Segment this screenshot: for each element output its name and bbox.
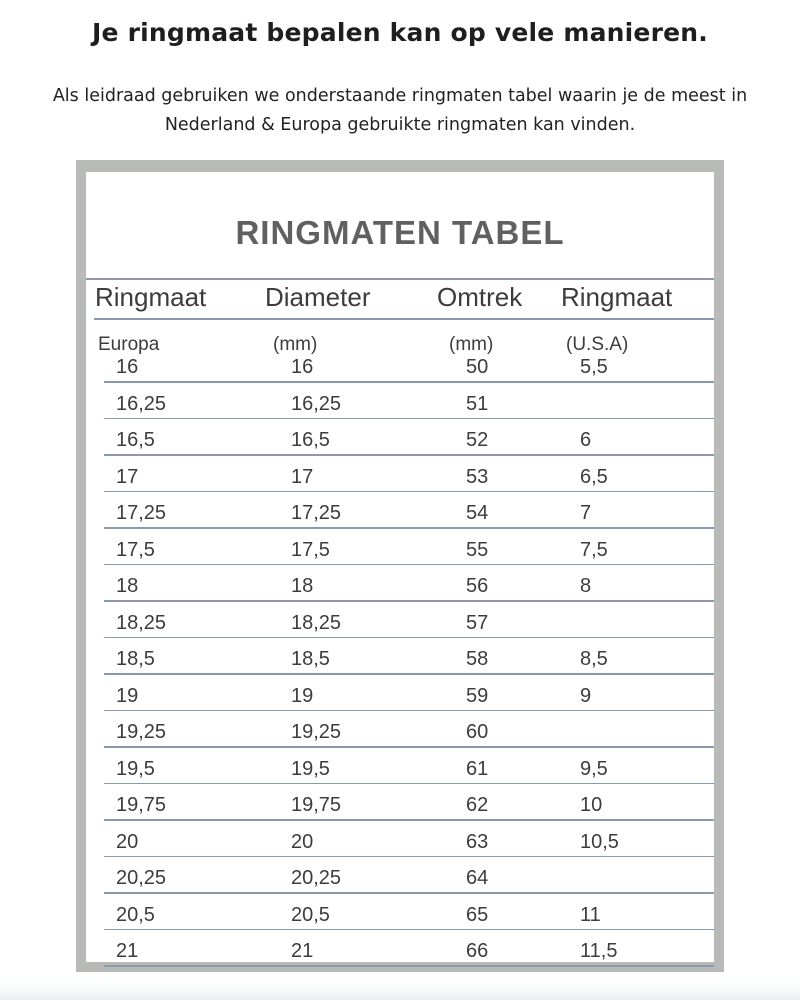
row-divider (104, 673, 714, 675)
cell-eu-size: 18,25 (116, 611, 167, 634)
cell-us-size: 11 (580, 903, 601, 926)
header-ringmaat-us: Ringmaat (561, 282, 673, 312)
cell-circumference: 63 (466, 830, 489, 853)
row-divider (104, 637, 714, 639)
cell-us-size: 8 (580, 575, 592, 597)
cell-circumference: 52 (466, 429, 489, 451)
cell-diameter: 17,25 (291, 502, 342, 524)
title-divider (86, 278, 714, 280)
cell-circumference: 65 (466, 903, 489, 926)
cell-us-size: 9,5 (580, 757, 608, 780)
row-divider (104, 746, 714, 748)
subheader-europa: Europa (98, 334, 160, 355)
cell-us-size: 7,5 (580, 538, 608, 561)
cell-eu-size: 16,5 (116, 429, 155, 451)
cell-diameter: 16,5 (291, 429, 330, 451)
cell-circumference: 66 (466, 940, 489, 962)
cell-circumference: 50 (466, 356, 489, 378)
intro-line-1: Als leidraad gebruiken we onderstaande ringmaten tabel waarin je de meest in (52, 86, 748, 106)
cell-circumference: 61 (466, 757, 489, 780)
cell-us-size: 5,5 (580, 356, 608, 378)
cell-us-size: 10,5 (580, 830, 619, 853)
cell-eu-size: 16 (116, 356, 139, 378)
cell-us-size: 8,5 (580, 648, 608, 670)
cell-diameter: 19,75 (291, 794, 342, 816)
cell-diameter: 20 (291, 830, 314, 853)
cell-diameter: 20,5 (291, 903, 330, 926)
cell-diameter: 18 (291, 575, 314, 597)
subheader-diameter-unit: (mm) (273, 334, 318, 355)
cell-eu-size: 18 (116, 575, 139, 597)
subheader-omtrek-unit: (mm) (449, 334, 494, 355)
cell-diameter: 21 (291, 940, 314, 962)
cell-diameter: 17 (291, 465, 314, 488)
intro-text (0, 82, 800, 140)
cell-circumference: 57 (466, 611, 489, 634)
page-heading: Je ringmaat bepalen kan op vele manieren. (92, 18, 708, 47)
cell-eu-size: 17 (116, 465, 139, 488)
cell-circumference: 64 (466, 867, 489, 889)
cell-eu-size: 17,5 (116, 538, 155, 561)
cell-eu-size: 20 (116, 830, 139, 853)
cell-us-size: 6 (580, 429, 592, 451)
row-divider (104, 418, 714, 420)
cell-diameter: 19,5 (291, 757, 330, 780)
cell-diameter: 18,5 (291, 648, 330, 670)
cell-circumference: 55 (466, 538, 489, 561)
cell-eu-size: 19 (116, 684, 139, 707)
cell-diameter: 17,5 (291, 538, 330, 561)
cell-diameter: 20,25 (291, 867, 342, 889)
cell-us-size: 11,5 (580, 940, 618, 962)
row-divider (104, 819, 714, 821)
cell-circumference: 59 (466, 684, 489, 707)
row-divider (104, 929, 714, 931)
ring-size-table-frame (76, 160, 724, 972)
row-divider (104, 965, 714, 967)
cell-diameter: 19 (291, 684, 314, 707)
cell-us-size: 10 (580, 794, 603, 816)
row-divider (104, 600, 714, 602)
subheader-usa: (U.S.A) (566, 334, 629, 355)
header-omtrek: Omtrek (437, 282, 523, 312)
cell-eu-size: 17,25 (116, 502, 167, 524)
header-divider (94, 318, 714, 320)
cell-circumference: 51 (466, 392, 489, 415)
cell-eu-size: 18,5 (116, 648, 155, 670)
cell-circumference: 60 (466, 721, 489, 743)
cell-circumference: 53 (466, 465, 489, 488)
cell-us-size: 6,5 (580, 465, 608, 488)
cell-eu-size: 19,5 (116, 757, 155, 780)
cell-eu-size: 20,5 (116, 903, 155, 926)
header-diameter: Diameter (265, 282, 371, 312)
row-divider (104, 892, 714, 894)
ring-size-table (86, 172, 714, 962)
row-divider (104, 856, 714, 858)
table-title: RINGMATEN TABEL (235, 214, 565, 251)
row-divider (104, 710, 714, 712)
cell-eu-size: 19,75 (116, 794, 167, 816)
cell-circumference: 62 (466, 794, 489, 816)
cell-eu-size: 20,25 (116, 867, 167, 889)
cell-us-size: 7 (580, 502, 592, 524)
cell-diameter: 18,25 (291, 611, 342, 634)
intro-line-2: Nederland & Europa gebruikte ringmaten kan vinden. (164, 115, 636, 135)
row-divider (104, 381, 714, 383)
cell-circumference: 58 (466, 648, 489, 670)
cell-diameter: 16,25 (291, 392, 342, 415)
cell-eu-size: 19,25 (116, 721, 167, 743)
cell-circumference: 54 (466, 502, 489, 524)
cell-diameter: 19,25 (291, 721, 342, 743)
row-divider (104, 783, 714, 785)
cell-eu-size: 16,25 (116, 392, 167, 415)
cell-eu-size: 21 (116, 940, 139, 962)
header-ringmaat-eu: Ringmaat (95, 282, 207, 312)
row-divider (104, 454, 714, 456)
cell-us-size: 9 (580, 684, 592, 707)
row-divider (104, 491, 714, 493)
cell-diameter: 16 (291, 356, 314, 378)
row-divider (104, 564, 714, 566)
cell-circumference: 56 (466, 575, 489, 597)
row-divider (104, 527, 714, 529)
